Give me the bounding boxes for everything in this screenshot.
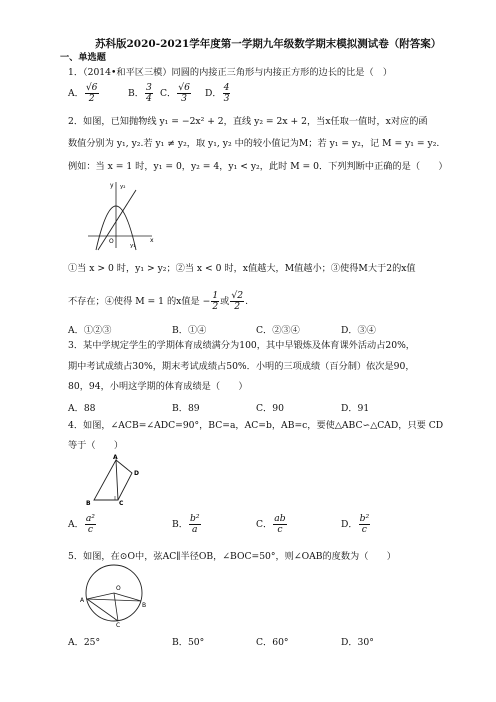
point-o-label: O: [116, 585, 121, 592]
q5-option-b: B．50°: [172, 637, 205, 648]
section-heading: 一、单选题: [60, 52, 106, 63]
q1-option-d: D． $\frac{4}{3}$: [205, 82, 230, 104]
question-2-line-5: 不存在；④使得 M = 1 的x值是 − $\frac{1}{2}$ 或 $\frac{√2}{2}$ .: [68, 290, 248, 312]
point-c-label: C: [116, 622, 121, 627]
q2-option-d: D．③④: [341, 325, 376, 336]
q3-option-a: A．88: [68, 403, 96, 414]
q2-option-a: A．①②③: [68, 325, 112, 336]
point-b-label: B: [86, 500, 91, 507]
triangle-figure: [82, 452, 148, 508]
q5-option-d: D．30°: [341, 637, 374, 648]
radius-oc: [114, 593, 118, 621]
question-2-line-4: ①当 x > 0 时，y₁ > y₂；②当 x < 0 时，x值越大，M值越小；③使得M大于2的x值: [68, 263, 416, 274]
question-3-line-2: 期中考试成绩占30%，期末考试成绩占50%．小明的三项成绩（百分制）依次是90，: [68, 361, 415, 372]
question-3-line-3: 80，94，小明这学期的体育成绩是（ ）: [68, 381, 248, 392]
question-2-line-3: 例如：当 x = 1 时，y₁ = 0，y₂ = 4，y₁ < y₂，此时 M = 0．下列判断中正确的是（ ）: [68, 161, 448, 172]
question-2-line-1: 2．如图，已知抛物线 y₁ = −2x² + 2，直线 y₂ = 2x + 2，当x任取一值时，x对应的函: [68, 116, 428, 127]
q4-option-c: C． $\frac{ab}{c}$: [256, 513, 286, 535]
point-c-label: C: [119, 500, 124, 507]
y-axis-label: y: [110, 182, 114, 189]
chord-ab: [87, 599, 141, 601]
y1-label: y₁: [130, 243, 136, 249]
parabola-graph: [84, 178, 156, 252]
q3-option-c: C．90: [256, 403, 284, 414]
question-5-line-1: 5．如图，在⊙O中，弦AC∥半径OB，∠BOC=50°，则∠OAB的度数为（ ）: [68, 551, 396, 562]
q5-option-c: C．60°: [256, 637, 289, 648]
point-a-label: A: [80, 597, 85, 604]
origin-label: O: [109, 238, 114, 245]
triangle-abc: [94, 460, 118, 500]
question-4-line-2: 等于（ ）: [68, 440, 124, 451]
q1-option-c: C． $\frac{√6}{3}$: [160, 82, 190, 104]
q4-option-d: D． $\frac{\text{b²}}{c}$: [341, 513, 370, 535]
line-curve: [98, 190, 136, 250]
y2-label: y₂: [120, 184, 126, 190]
page-title: 苏科版2020-2021学年度第一学期九年级数学期末模拟测试卷（附答案）: [95, 38, 442, 50]
q2-option-b: B．①④: [172, 325, 207, 336]
q2-option-c: C．②③④: [256, 325, 300, 336]
q1-option-b: B． $\frac{3}{4}$: [128, 82, 152, 104]
q5-option-a: A．25°: [68, 637, 101, 648]
q3-option-b: B．89: [172, 403, 200, 414]
question-2-line-2: 数值分别为 y₁, y₂.若 y₁ ≠ y₂，取 y₁, y₂ 中的较小值记为M；若 y₁ = y₂，记 M = y₁ = y₂.: [68, 138, 440, 149]
q4-option-b: B． $\frac{\text{b²}}{a}$: [172, 513, 200, 535]
q4-option-a: A． $\frac{\text{a²}}{c}$: [68, 513, 95, 535]
point-b-label: B: [142, 602, 147, 609]
question-3-line-1: 3．某中学规定学生的学期体育成绩满分为100，其中早锻炼及体育课外活动占20%，: [68, 340, 415, 351]
point-a-label: A: [113, 454, 118, 461]
radius-oa: [87, 593, 114, 599]
question-4-line-1: 4．如图，∠ACB=∠ADC=90°，BC=a，AC=b，AB=c，要使△ABC∽△CAD，只要 CD: [68, 420, 444, 431]
question-1-text: 1．（2014•和平区三模）同圆的内接正三角形与内接正方形的边长的比是（ ）: [68, 67, 393, 78]
point-d-label: D: [134, 470, 139, 477]
q1-option-a: A． $\frac{√6}{2}$: [68, 82, 98, 104]
q3-option-d: D．91: [341, 403, 370, 414]
circle-figure: [80, 563, 148, 627]
x-axis-label: x: [150, 237, 154, 244]
triangle-acd: [116, 460, 132, 500]
